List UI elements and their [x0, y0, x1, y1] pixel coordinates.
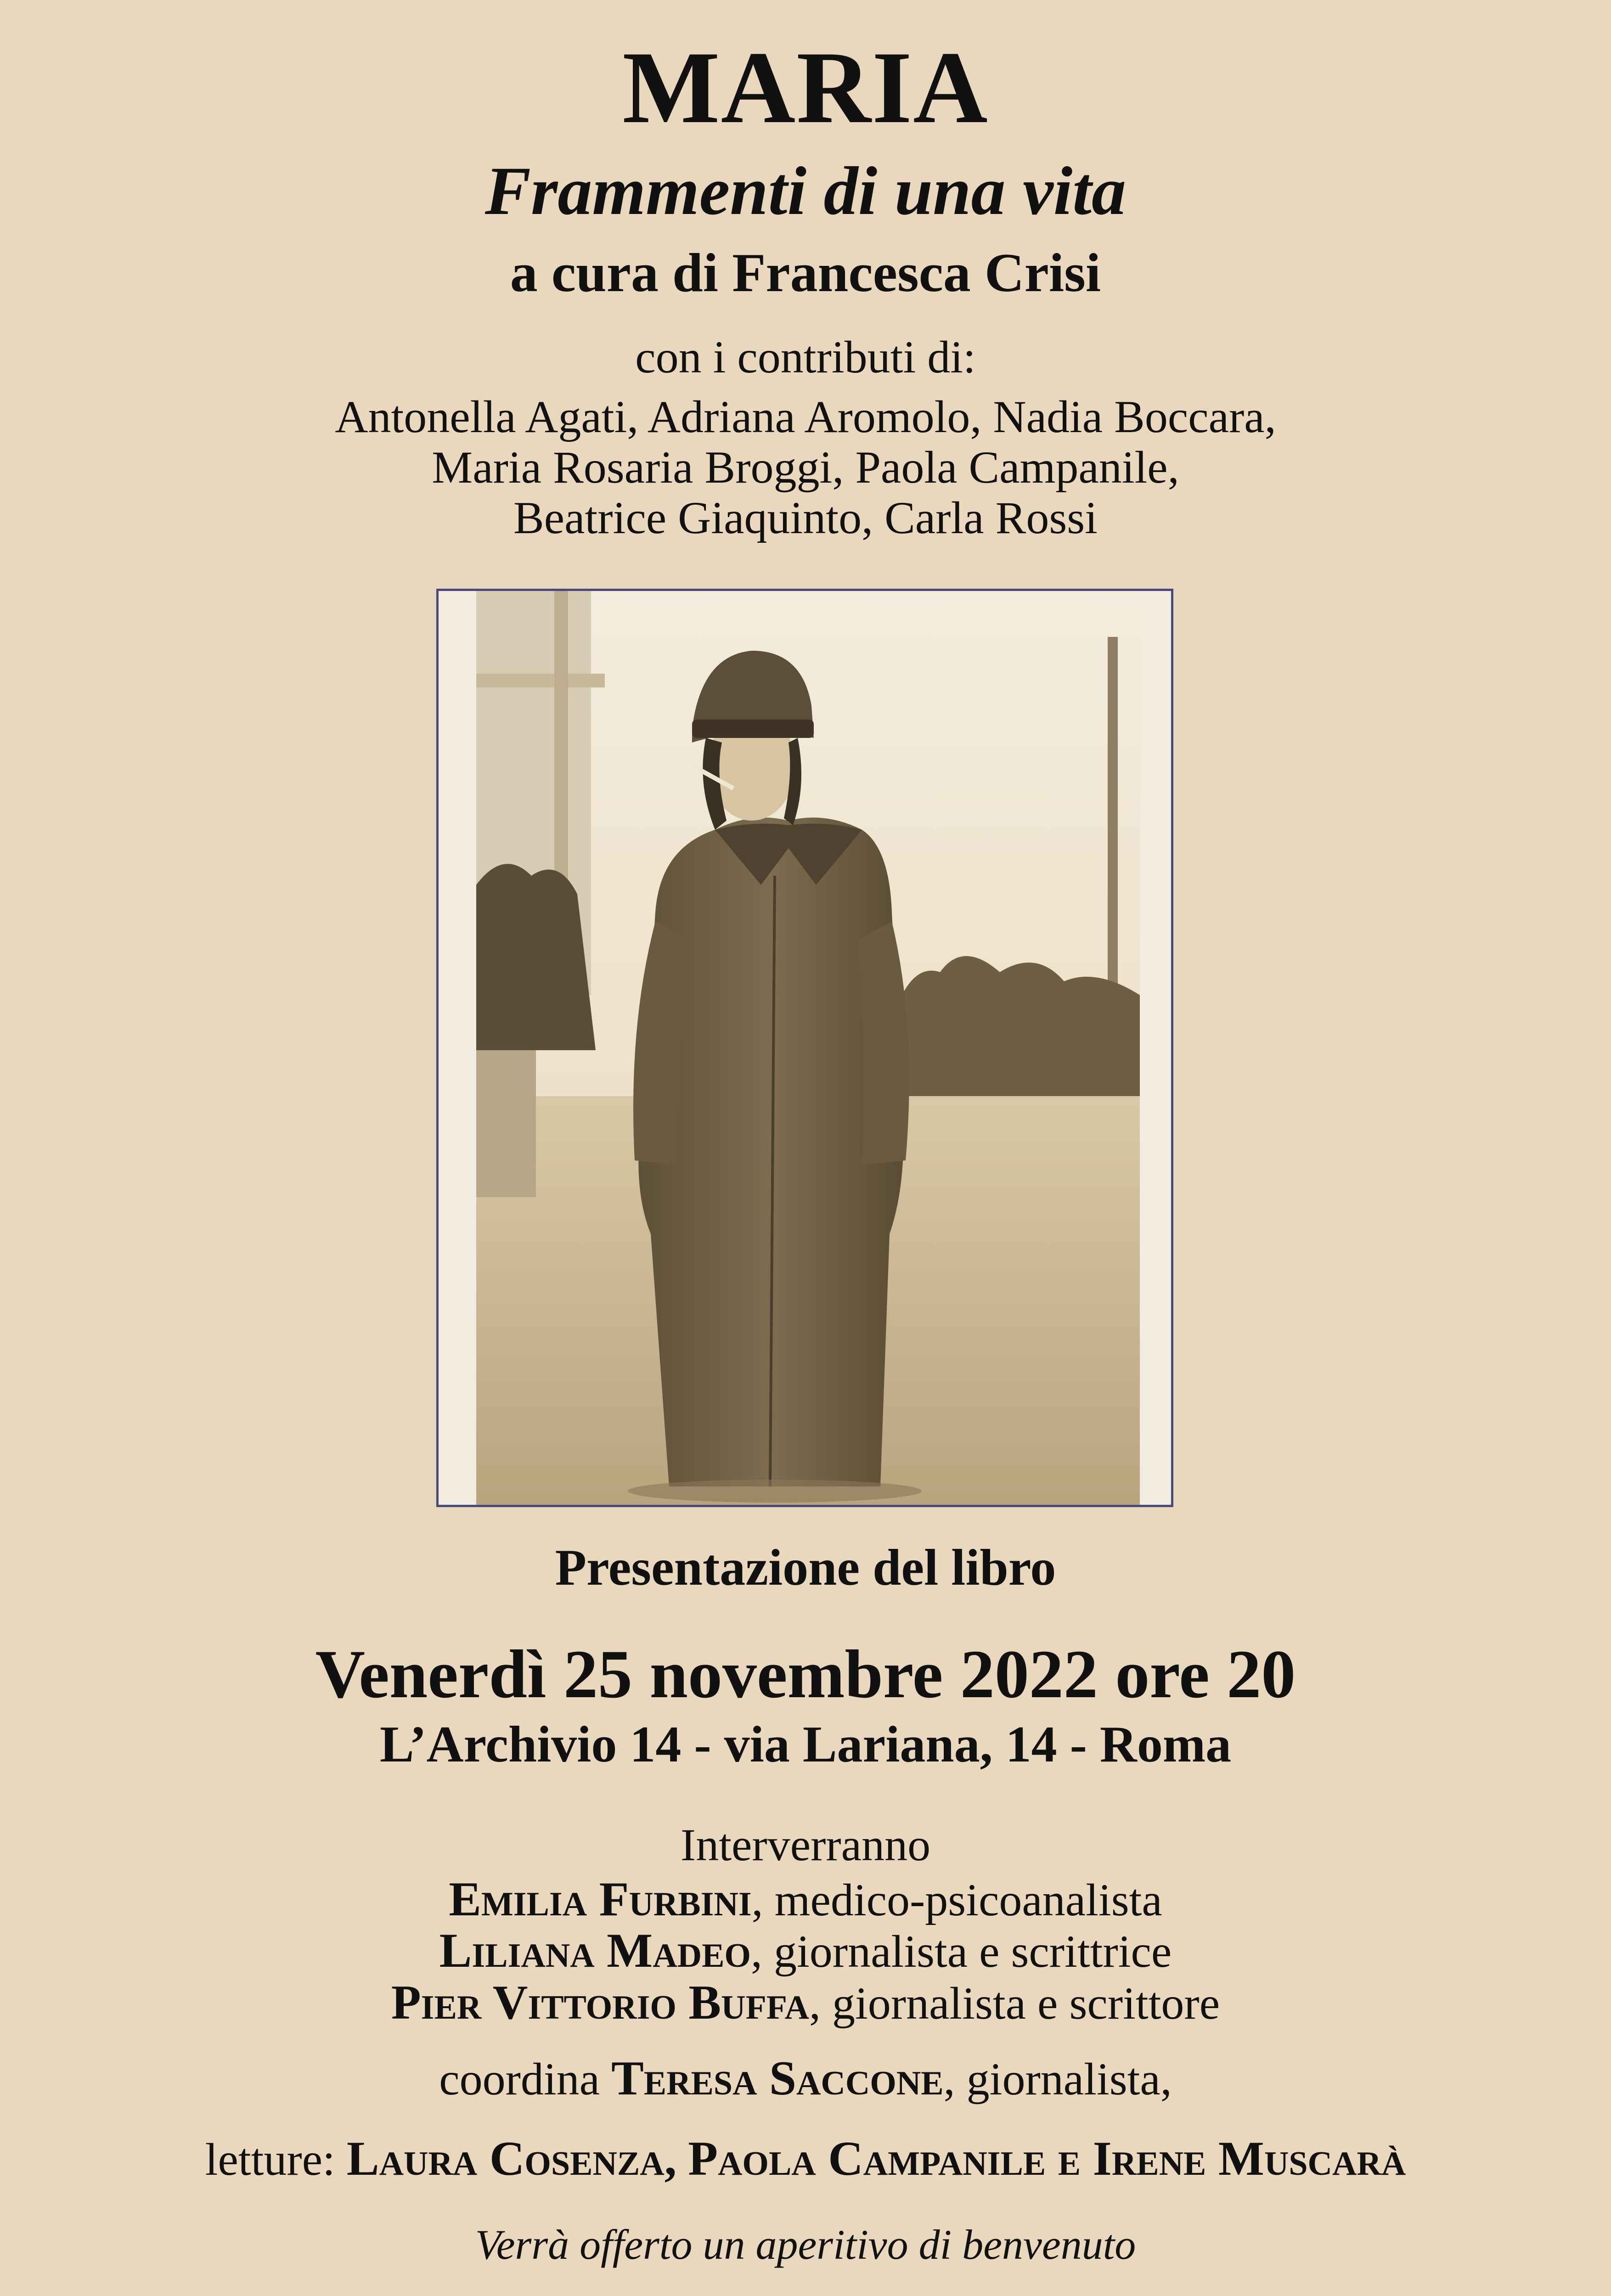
readings-prefix: letture: [205, 2134, 347, 2185]
readings-line [0, 2131, 1611, 2187]
book-title: MARIA [622, 30, 989, 145]
event-date: Venerdì 25 novembre 2022 ore 20 [315, 1636, 1296, 1712]
coordinator-line [0, 2050, 1611, 2106]
reader-name: Laura Cosenza, [346, 2132, 677, 2185]
speaker-line [0, 1975, 1611, 2031]
speaker-role: , giornalista e scrittrice [751, 1926, 1172, 1977]
coordinator-name: Teresa Saccone [611, 2051, 944, 2105]
speaker-line [0, 1871, 1611, 1927]
photo-frame [436, 589, 1173, 1507]
speaker-name: Emilia Furbini [449, 1872, 752, 1926]
speakers-intro: Interverranno [680, 1819, 931, 1870]
coordinator-suffix: , giornalista, [943, 2054, 1172, 2105]
reader-name: Paola Campanile [688, 2132, 1046, 2185]
curator-line: a cura di Francesca Crisi [510, 242, 1101, 303]
speaker-name: Liliana Madeo [439, 1924, 751, 1977]
contributors-line: Beatrice Giaquinto, Carla Rossi [513, 492, 1098, 543]
speaker-role: , giornalista e scrittore [809, 1978, 1220, 2029]
contributors-intro: con i contributi di: [635, 332, 976, 383]
vintage-portrait-photo [476, 591, 1140, 1505]
presentation-heading: Presentazione del libro [555, 1539, 1056, 1596]
speaker-line [0, 1923, 1611, 1979]
contributors-line: Maria Rosaria Broggi, Paola Campanile, [432, 442, 1179, 493]
contributors-line: Antonella Agati, Adriana Aromolo, Nadia Boccara, [335, 391, 1276, 442]
aperitivo-note: Verrà offerto un aperitivo di benvenuto [475, 2221, 1136, 2268]
readings-conjunction: e [1046, 2132, 1093, 2185]
reader-name: Irene Muscarà [1093, 2132, 1406, 2185]
event-venue: L’Archivio 14 - via Lariana, 14 - Roma [379, 1716, 1232, 1773]
speaker-name: Pier Vittorio Buffa [391, 1975, 809, 2029]
book-subtitle: Frammenti di una vita [484, 153, 1127, 229]
speaker-role: , medico-psicoanalista [751, 1874, 1162, 1925]
coordinator-prefix: coordina [439, 2054, 612, 2105]
